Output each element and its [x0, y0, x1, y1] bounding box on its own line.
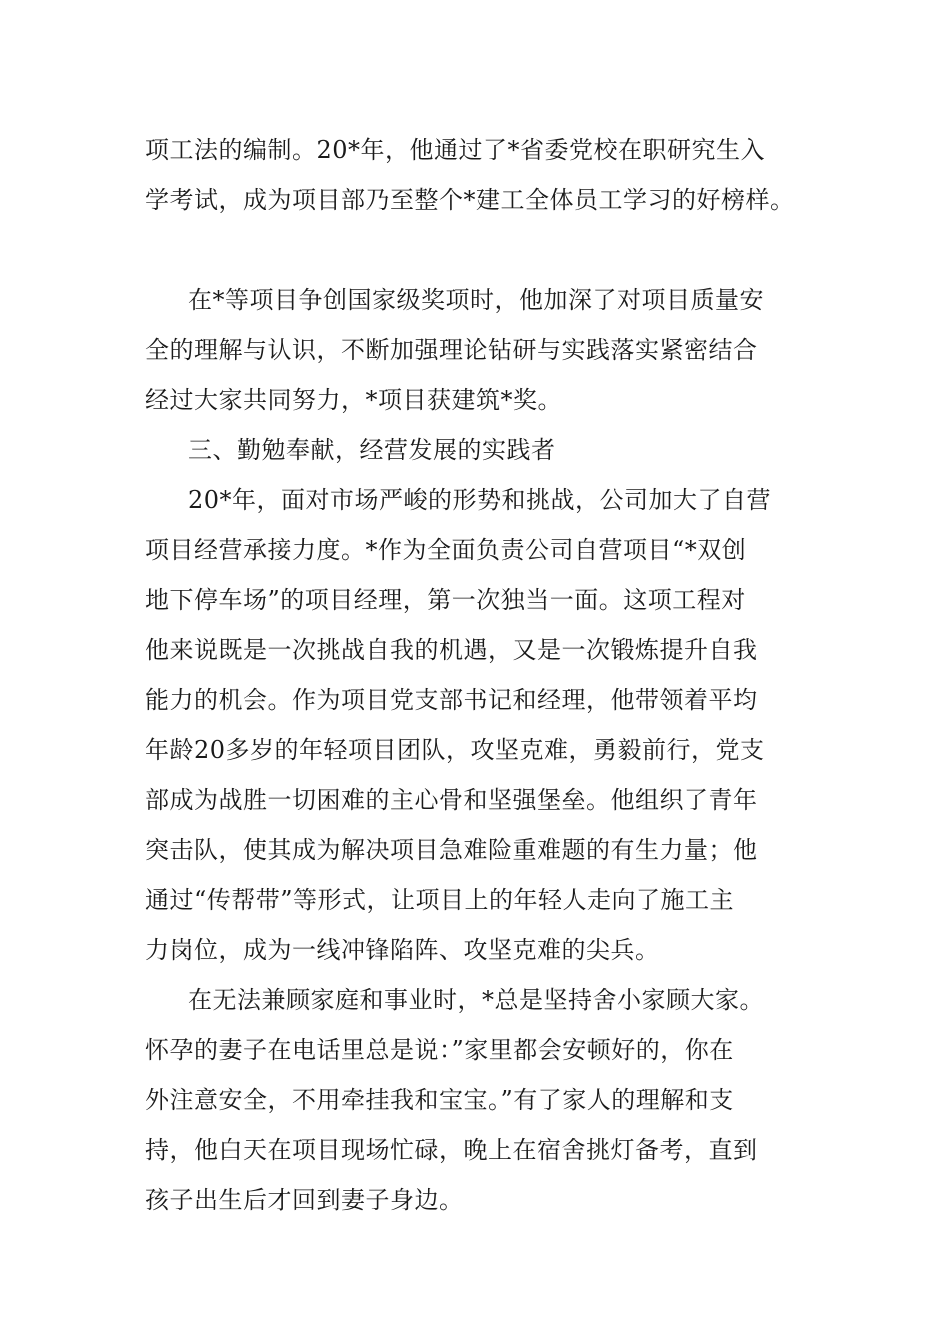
text-line-20: 持，他白天在项目现场忙碌，晚上在宿舍挑灯备考，直到 [145, 1136, 758, 1164]
text-line-1: 项工法的编制。20*年，他通过了*省委党校在职研究生入 [145, 136, 766, 164]
text-line-2: 学考试，成为项目部乃至整个*建工全体员工学习的好榜样。 [145, 186, 795, 214]
text-line-3: 在*等项目争创国家级奖项时，他加深了对项目质量安 [188, 286, 764, 314]
text-line-19: 外注意安全，不用牵挂我和宝宝。”有了家人的理解和支 [145, 1086, 734, 1114]
section-heading: 三、勤勉奉献，经营发展的实践者 [188, 436, 556, 464]
text-line-10: 他来说既是一次挑战自我的机遇，又是一次锻炼提升自我 [145, 636, 758, 664]
text-line-4: 全的理解与认识，不断加强理论钻研与实践落实紧密结合 [145, 336, 758, 364]
text-line-14: 突击队，使其成为解决项目急难险重难题的有生力量；他 [145, 836, 758, 864]
text-line-8: 项目经营承接力度。*作为全面负责公司自营项目“*双创 [145, 536, 747, 564]
text-line-15: 通过“传帮带”等形式，让项目上的年轻人走向了施工主 [145, 886, 735, 914]
text-line-17: 在无法兼顾家庭和事业时，*总是坚持舍小家顾大家。 [188, 986, 764, 1014]
text-line-11: 能力的机会。作为项目党支部书记和经理，他带领着平均 [145, 686, 758, 714]
text-line-16: 力岗位，成为一线冲锋陷阵、攻坚克难的尖兵。 [145, 936, 660, 964]
text-line-18: 怀孕的妻子在电话里总是说：”家里都会安顿好的，你在 [145, 1036, 734, 1064]
text-line-12: 年龄20多岁的年轻项目团队，攻坚克难，勇毅前行，党支 [145, 736, 765, 764]
text-line-21: 孩子出生后才回到妻子身边。 [145, 1186, 464, 1214]
text-line-9: 地下停车场”的项目经理，第一次独当一面。这项工程对 [145, 586, 746, 614]
text-line-7: 20*年，面对市场严峻的形势和挑战，公司加大了自营 [188, 486, 772, 514]
text-line-13: 部成为战胜一切困难的主心骨和坚强堡垒。他组织了青年 [145, 786, 758, 814]
text-line-5: 经过大家共同努力，*项目获建筑*奖。 [145, 386, 562, 414]
